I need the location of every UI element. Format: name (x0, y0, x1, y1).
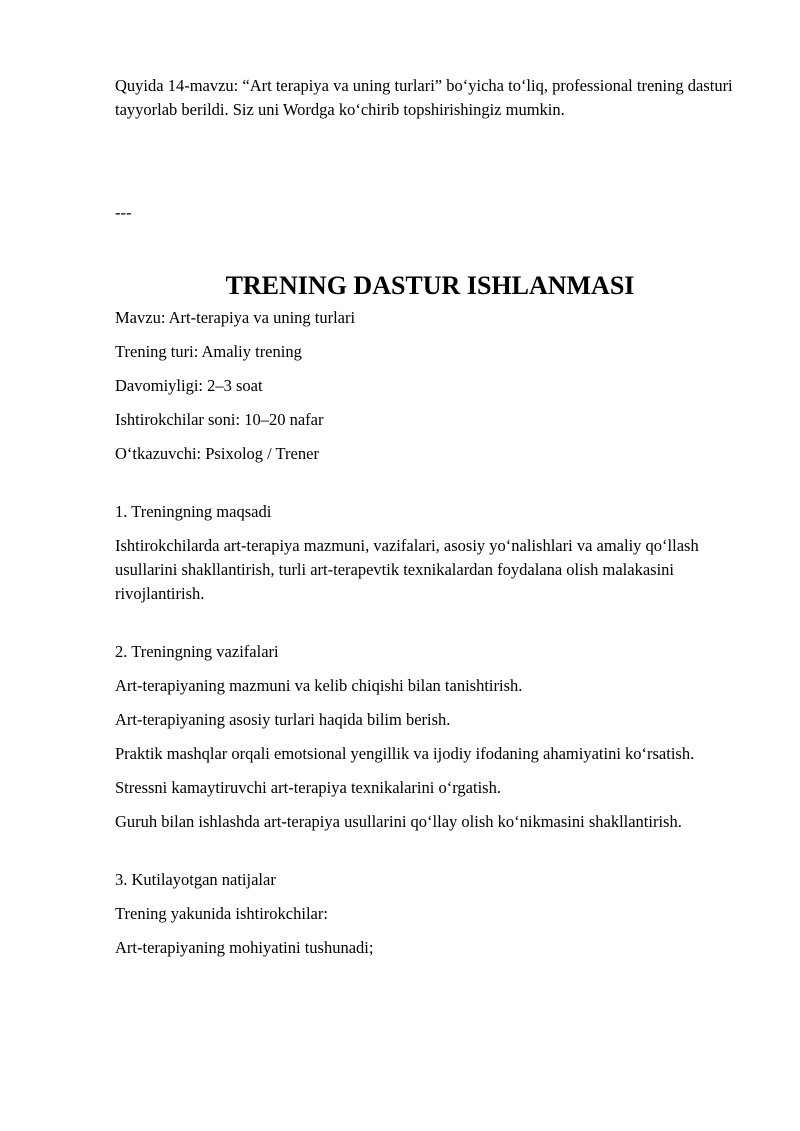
section-lead: Trening yakunida ishtirokchilar: (115, 904, 328, 923)
list-item: Stressni kamaytiruvchi art-terapiya texnikalarini o‘rgatish. (115, 778, 501, 797)
document-page (115, 74, 745, 970)
meta-participants: Ishtirokchilar soni: 10–20 nafar (115, 410, 324, 429)
section-goal (115, 500, 745, 606)
meta-facilitator: O‘tkazuvchi: Psixolog / Trener (115, 444, 319, 463)
section-results (115, 868, 745, 960)
list-item: Guruh bilan ishlashda art-terapiya usullarini qo‘llay olish ko‘nikmasini shakllantirish. (115, 812, 682, 831)
meta-type: Trening turi: Amaliy trening (115, 342, 302, 361)
section-heading: 1. Treningning maqsadi (115, 502, 272, 521)
intro-paragraph: Quyida 14-mavzu: “Art terapiya va uning turlari” bo‘yicha to‘liq, professional trening dasturi tayyorlab berildi. Siz uni Wordga ko‘chirib topshirishingiz mumkin. (115, 76, 733, 119)
section-tasks (115, 640, 745, 834)
list-item: Art-terapiyaning mohiyatini tushunadi; (115, 938, 374, 957)
section-heading: 2. Treningning vazifalari (115, 642, 279, 661)
meta-topic: Mavzu: Art-terapiya va uning turlari (115, 308, 356, 327)
document-title: TRENING DASTUR ISHLANMASI (225, 271, 635, 300)
section-heading: 3. Kutilayotgan natijalar (115, 870, 276, 889)
meta-block (115, 306, 745, 466)
list-item: Art-terapiyaning asosiy turlari haqida bilim berish. (115, 710, 451, 729)
meta-duration: Davomiyligi: 2–3 soat (115, 376, 263, 395)
separator-line: --- (115, 203, 132, 222)
list-item: Art-terapiyaning mazmuni va kelib chiqishi bilan tanishtirish. (115, 676, 523, 695)
list-item: Praktik mashqlar orqali emotsional yengillik va ijodiy ifodaning ahamiyatini ko‘rsatish. (115, 744, 695, 763)
section-paragraph: Ishtirokchilarda art-terapiya mazmuni, vazifalari, asosiy yo‘nalishlari va amaliy qo‘llash usullarini shakllantirish, turli art-terapevtik texnikalardan foydalana olish malakasini rivojlantirish. (115, 536, 699, 603)
